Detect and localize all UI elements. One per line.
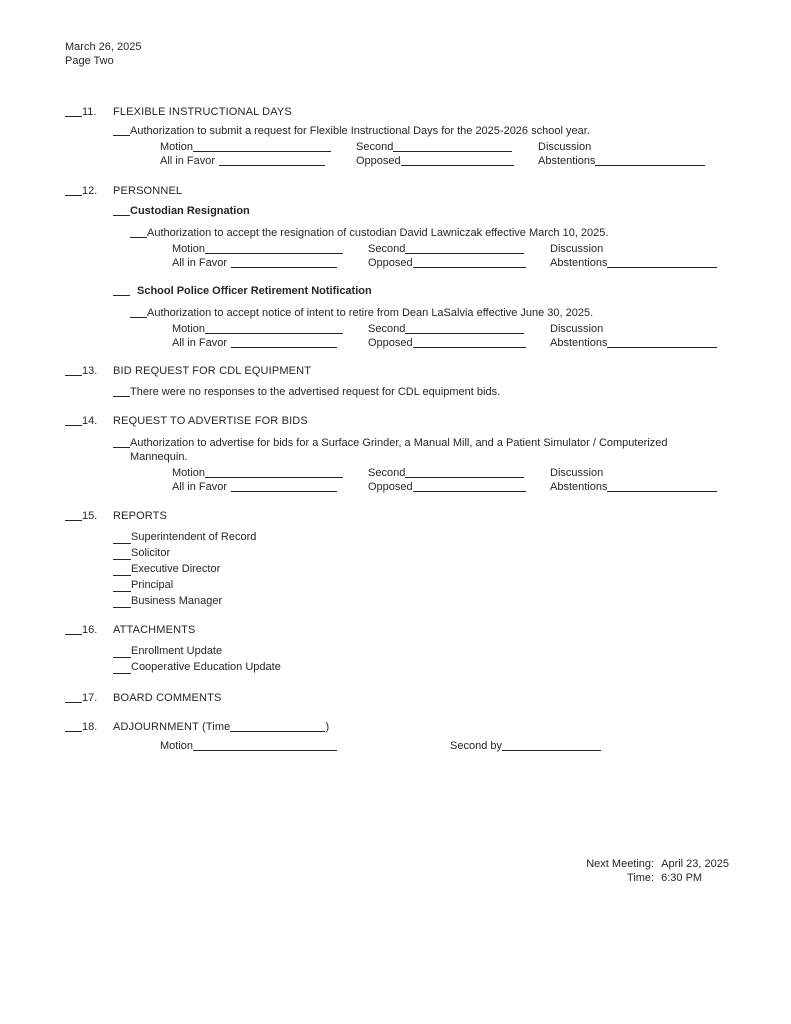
section-12-heading — [65, 184, 728, 198]
authorization-item — [130, 226, 728, 240]
all-in-favor-cell — [172, 480, 337, 494]
section-title: REQUEST TO ADVERTISE FOR BIDS — [113, 415, 308, 427]
vote-row — [172, 256, 728, 270]
abstentions-cell — [550, 336, 717, 350]
time-blank-line — [230, 720, 325, 732]
list-item — [113, 659, 728, 675]
second-by-cell — [450, 739, 601, 753]
motion-blank-line — [205, 322, 343, 334]
motion-label: Motion — [160, 141, 194, 153]
opposed-cell — [368, 336, 526, 350]
motion-label: Motion — [172, 243, 206, 255]
motion-block — [172, 242, 728, 270]
vote-row — [172, 336, 728, 350]
section-number: 16. — [82, 624, 98, 636]
opposed-blank-line — [413, 336, 526, 348]
subsection-heading — [113, 204, 728, 218]
section-title: FLEXIBLE INSTRUCTIONAL DAYS — [113, 106, 292, 118]
motion-cell — [172, 322, 343, 336]
section-number: 12. — [82, 185, 98, 197]
authorization-text: Authorization to advertise for bids for a Surface Grinder, a Manual Mill, and a Patient Simulator / Computerized Mannequin. — [130, 437, 668, 463]
abstentions-blank-line — [607, 256, 717, 268]
list-item-label: Superintendent of Record — [131, 531, 257, 543]
second-label: Second — [356, 141, 394, 153]
discussion-cell — [550, 466, 603, 480]
vote-blank-line — [113, 596, 131, 608]
all-in-favor-label: All in Favor — [172, 481, 228, 493]
section-18 — [65, 720, 728, 753]
subsection-police-officer-retirement — [65, 284, 728, 350]
document-header — [65, 40, 728, 68]
section-15-heading — [65, 509, 728, 523]
opposed-cell — [368, 480, 526, 494]
discussion-label: Discussion — [550, 243, 604, 255]
next-meeting-time-value: 6:30 PM — [661, 872, 703, 884]
vote-blank-line — [113, 532, 131, 544]
all-in-favor-label: All in Favor — [172, 337, 228, 349]
header-page-label: Page Two — [65, 55, 114, 67]
opposed-blank-line — [413, 480, 526, 492]
second-blank-line — [405, 242, 524, 254]
section-number: 11. — [82, 106, 97, 118]
section-15 — [65, 509, 728, 609]
all-in-favor-label: All in Favor — [160, 155, 216, 167]
authorization-item — [130, 306, 728, 320]
abstentions-cell — [550, 480, 717, 494]
second-cell — [368, 242, 524, 256]
abstentions-label: Abstentions — [550, 481, 608, 493]
second-blank-line — [405, 322, 524, 334]
vote-blank-line — [113, 548, 131, 560]
vote-blank-line — [65, 509, 82, 521]
second-cell — [368, 322, 524, 336]
subsection-title: School Police Officer Retirement Notification — [137, 285, 372, 297]
motion-blank-line — [205, 242, 343, 254]
section-17 — [65, 691, 728, 705]
opposed-label: Opposed — [356, 155, 401, 167]
section-18-heading — [65, 720, 728, 734]
discussion-cell — [550, 322, 603, 336]
motion-blank-line — [205, 466, 343, 478]
vote-blank-line — [65, 184, 82, 196]
section-number: 13. — [82, 365, 98, 377]
vote-row — [160, 154, 728, 168]
subsection-title: Custodian Resignation — [130, 205, 250, 217]
section-11-heading — [65, 105, 728, 119]
vote-blank-line — [113, 564, 131, 576]
next-meeting-footer — [586, 857, 729, 885]
second-label: Second — [368, 467, 406, 479]
motion-row — [160, 140, 728, 154]
motion-blank-line — [193, 140, 331, 152]
abstentions-blank-line — [607, 336, 717, 348]
discussion-cell — [550, 242, 603, 256]
list-item-label: Principal — [131, 579, 174, 591]
list-item-label: Business Manager — [131, 595, 223, 607]
opposed-label: Opposed — [368, 257, 413, 269]
vote-blank-line — [65, 364, 82, 376]
second-label: Second — [368, 243, 406, 255]
abstentions-cell — [538, 154, 705, 168]
discussion-label: Discussion — [550, 323, 604, 335]
vote-blank-line — [113, 580, 131, 592]
list-item-label: Cooperative Education Update — [131, 661, 281, 673]
all-in-favor-cell — [172, 256, 337, 270]
opposed-cell — [356, 154, 514, 168]
adjournment-motion-row — [160, 739, 728, 753]
section-17-heading — [65, 691, 728, 705]
abstentions-label: Abstentions — [550, 337, 608, 349]
list-item — [113, 577, 728, 593]
list-item — [113, 561, 728, 577]
section-14-heading — [65, 414, 728, 428]
list-item — [113, 529, 728, 545]
authorization-text: Authorization to accept notice of intent to retire from Dean LaSalvia effective June 30, 2025. — [147, 307, 594, 319]
motion-block — [172, 466, 728, 494]
motion-label: Motion — [160, 740, 194, 752]
motion-cell — [160, 140, 331, 154]
section-title: REPORTS — [113, 510, 168, 522]
section-title: BID REQUEST FOR CDL EQUIPMENT — [113, 365, 312, 377]
subsection-heading — [113, 284, 728, 298]
vote-blank-line — [113, 124, 130, 136]
section-16-heading — [65, 623, 728, 637]
opposed-label: Opposed — [368, 481, 413, 493]
section-13-heading — [65, 364, 728, 378]
motion-cell — [172, 242, 343, 256]
list-item — [113, 643, 728, 659]
favor-blank-line — [231, 480, 337, 492]
favor-blank-line — [231, 256, 337, 268]
motion-label: Motion — [172, 467, 206, 479]
authorization-item — [113, 124, 728, 138]
note-text: There were no responses to the advertised request for CDL equipment bids. — [130, 386, 501, 398]
all-in-favor-cell — [160, 154, 325, 168]
motion-row — [172, 242, 728, 256]
motion-cell — [172, 466, 343, 480]
section-13 — [65, 364, 728, 399]
vote-blank-line — [65, 720, 82, 732]
discussion-label: Discussion — [550, 467, 604, 479]
authorization-text: Authorization to submit a request for Flexible Instructional Days for the 2025-2026 school year. — [130, 125, 590, 137]
section-12 — [65, 184, 728, 350]
subsection-custodian-resignation — [65, 204, 728, 270]
second-by-blank-line — [502, 739, 601, 751]
vote-blank-line — [113, 284, 130, 296]
section-11 — [65, 105, 728, 168]
section-title: ADJOURNMENT (Time — [113, 721, 231, 733]
opposed-cell — [368, 256, 526, 270]
list-item — [113, 545, 728, 561]
section-number: 17. — [82, 692, 98, 704]
abstentions-blank-line — [607, 480, 717, 492]
section-14 — [65, 414, 728, 494]
section-title: ATTACHMENTS — [113, 624, 196, 636]
section-title-close-paren: ) — [325, 721, 330, 733]
section-title: PERSONNEL — [113, 185, 183, 197]
second-cell — [356, 140, 512, 154]
header-date: March 26, 2025 — [65, 41, 142, 53]
next-meeting-label: Next Meeting: — [586, 858, 655, 870]
section-number: 15. — [82, 510, 98, 522]
next-meeting-date: April 23, 2025 — [661, 858, 729, 870]
opposed-blank-line — [413, 256, 526, 268]
vote-blank-line — [65, 623, 82, 635]
motion-row — [172, 322, 728, 336]
list-item-label: Executive Director — [131, 563, 221, 575]
authorization-item — [113, 436, 728, 464]
vote-blank-line — [65, 414, 82, 426]
list-item-label: Enrollment Update — [131, 645, 223, 657]
motion-blank-line — [193, 739, 337, 751]
abstentions-blank-line — [595, 154, 705, 166]
favor-blank-line — [219, 154, 325, 166]
motion-row — [172, 466, 728, 480]
section-16 — [65, 623, 728, 675]
vote-blank-line — [65, 691, 82, 703]
discussion-cell — [538, 140, 591, 154]
vote-blank-line — [65, 105, 82, 117]
vote-blank-line — [130, 306, 147, 318]
opposed-blank-line — [401, 154, 514, 166]
vote-blank-line — [113, 662, 131, 674]
abstentions-label: Abstentions — [550, 257, 608, 269]
reports-list — [65, 529, 728, 609]
authorization-text: Authorization to accept the resignation of custodian David Lawniczak effective March 10, 2025. — [147, 227, 609, 239]
second-blank-line — [393, 140, 512, 152]
note-item — [113, 385, 728, 399]
discussion-label: Discussion — [538, 141, 592, 153]
all-in-favor-label: All in Favor — [172, 257, 228, 269]
section-number: 18. — [82, 721, 98, 733]
motion-label: Motion — [172, 323, 206, 335]
vote-row — [172, 480, 728, 494]
second-by-label: Second by — [450, 740, 502, 752]
motion-block — [160, 140, 728, 168]
vote-blank-line — [113, 204, 130, 216]
opposed-label: Opposed — [368, 337, 413, 349]
section-number: 14. — [82, 415, 98, 427]
vote-blank-line — [113, 436, 130, 448]
second-label: Second — [368, 323, 406, 335]
favor-blank-line — [231, 336, 337, 348]
next-meeting-time-label: Time: — [627, 872, 655, 884]
section-title: BOARD COMMENTS — [113, 692, 222, 704]
motion-block — [172, 322, 728, 350]
all-in-favor-cell — [172, 336, 337, 350]
list-item-label: Solicitor — [131, 547, 171, 559]
second-blank-line — [405, 466, 524, 478]
vote-blank-line — [113, 646, 131, 658]
second-cell — [368, 466, 524, 480]
abstentions-cell — [550, 256, 717, 270]
attachments-list — [65, 643, 728, 675]
vote-blank-line — [113, 385, 130, 397]
list-item — [113, 593, 728, 609]
motion-cell — [160, 739, 337, 753]
abstentions-label: Abstentions — [538, 155, 596, 167]
vote-blank-line — [130, 226, 147, 238]
